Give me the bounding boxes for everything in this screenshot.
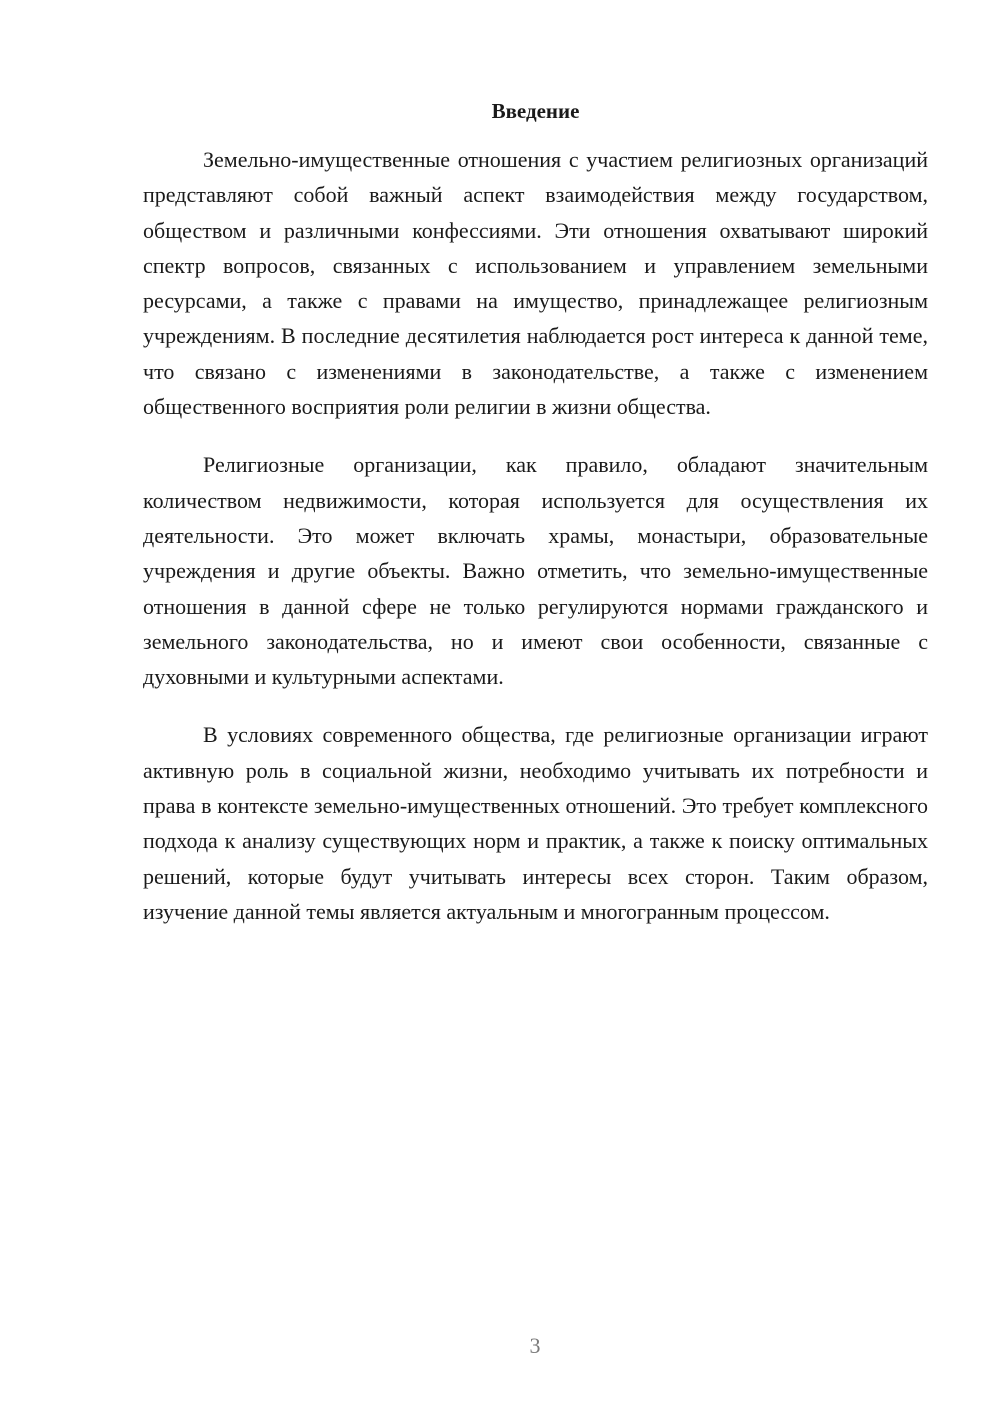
page-content	[143, 93, 928, 929]
paragraph-3: В условиях современного общества, где религиозные организации играют активную роль в социальной жизни, необходимо учитывать их потребности и права в контексте земельно-имущественных отношений. Это требует комплексного подхода к анализу существующих норм и практик, а также к поиску оптимальных решений, которые будут учитывать интересы всех сторон. Таким образом, изучение данной темы является актуальным и многогранным процессом.	[143, 722, 928, 924]
paragraph-1: Земельно-имущественные отношения с участием религиозных организаций представляют собой важный аспект взаимодействия между государством, обществом и различными конфессиями. Эти отношения охватывают широкий спектр вопросов, связанных с использованием и управлением земельными ресурсами, а также с правами на имущество, принадлежащее религиозным учреждениям. В последние десятилетия наблюдается рост интереса к данной теме, что связано с изменениями в законодательстве, а также с изменением общественного восприятия роли религии в жизни общества.	[143, 147, 928, 420]
page-number: 3	[529, 1333, 541, 1358]
paragraph-2: Религиозные организации, как правило, обладают значительным количеством недвижимости, которая используется для осуществления их деятельности. Это может включать храмы, монастыри, образовательные учреждения и другие объекты. Важно отметить, что земельно-имущественные отношения в данной сфере не только регулируются нормами гражданского и земельного законодательства, но и имеют свои особенности, связанные с духовными и культурными аспектами.	[143, 452, 928, 690]
section-heading: Введение	[491, 99, 580, 123]
